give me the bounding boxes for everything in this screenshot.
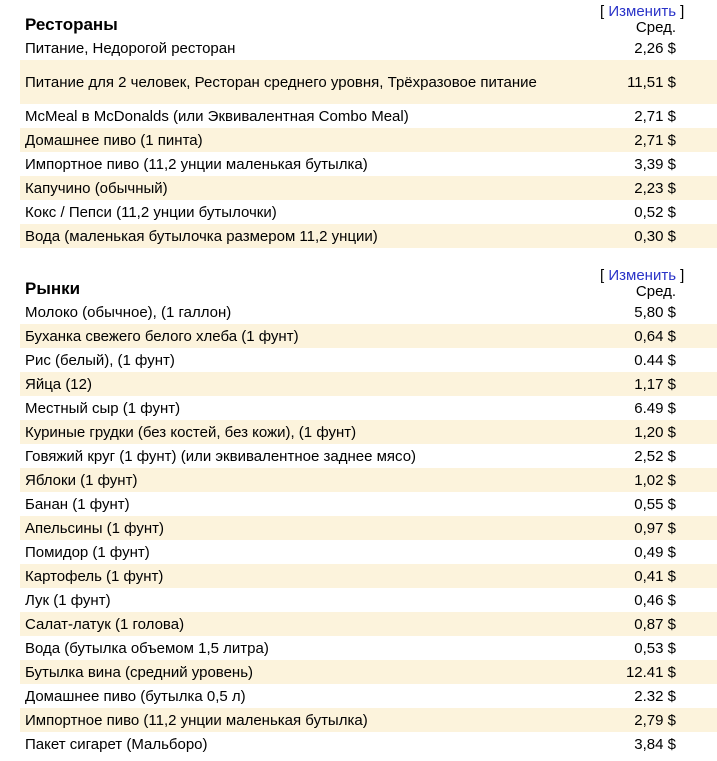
item-price: 2,71 $ bbox=[595, 128, 682, 152]
item-name: Капучино (обычный) bbox=[20, 176, 595, 200]
item-price: 0,97 $ bbox=[595, 516, 682, 540]
item-price: 2,79 $ bbox=[595, 708, 682, 732]
markets-edit-link[interactable]: Изменить bbox=[608, 267, 677, 284]
item-price: 2,23 $ bbox=[595, 176, 682, 200]
restaurants-header-row bbox=[20, 0, 717, 20]
markets-item-row bbox=[20, 348, 717, 372]
restaurants-item-row bbox=[20, 104, 717, 128]
item-name: Импортное пиво (11,2 унции маленькая бутылка) bbox=[20, 708, 595, 732]
markets-item-row bbox=[20, 564, 717, 588]
item-name: Салат-латук (1 голова) bbox=[20, 612, 595, 636]
markets-item-row bbox=[20, 708, 717, 732]
item-name: McMeal в McDonalds (или Эквивалентная Combo Meal) bbox=[25, 107, 409, 125]
markets-item-row bbox=[20, 684, 717, 708]
markets-item-row bbox=[20, 660, 717, 684]
markets-item-row bbox=[20, 588, 717, 612]
markets-item-row bbox=[20, 396, 717, 420]
item-price: 3,39 $ bbox=[634, 155, 676, 173]
markets-item-row bbox=[20, 468, 717, 492]
item-price: 0,55 $ bbox=[634, 495, 676, 513]
restaurants-item-row bbox=[20, 60, 717, 104]
restaurants-table-body bbox=[20, 0, 717, 248]
restaurants-avg-label: Сред. bbox=[635, 19, 676, 36]
restaurants-item-row bbox=[20, 176, 717, 200]
restaurants-item-row bbox=[20, 152, 717, 176]
item-price: 0,46 $ bbox=[634, 591, 676, 609]
item-price: 2,71 $ bbox=[634, 107, 676, 125]
item-name: Импортное пиво (11,2 унции маленькая бутылка) bbox=[25, 155, 368, 173]
markets-item-row bbox=[20, 732, 717, 756]
item-name: Апельсины (1 фунт) bbox=[20, 516, 595, 540]
item-name: Вода (бутылка объемом 1,5 литра) bbox=[25, 639, 269, 657]
markets-item-row bbox=[20, 636, 717, 660]
restaurants-table bbox=[20, 0, 717, 248]
item-name: Местный сыр (1 фунт) bbox=[25, 399, 181, 417]
item-price: 5,80 $ bbox=[634, 303, 676, 321]
markets-item-row bbox=[20, 540, 717, 564]
markets-item-row bbox=[20, 372, 717, 396]
item-price: 0.44 $ bbox=[634, 351, 676, 369]
item-price: 1,17 $ bbox=[595, 372, 682, 396]
markets-item-row bbox=[20, 300, 717, 324]
item-name: Лук (1 фунт) bbox=[25, 591, 111, 609]
item-name: Буханка свежего белого хлеба (1 фунт) bbox=[20, 324, 595, 348]
item-price: 0,30 $ bbox=[595, 224, 682, 248]
item-price: 0,64 $ bbox=[595, 324, 682, 348]
item-name: Рис (белый), (1 фунт) bbox=[25, 351, 175, 369]
markets-item-row bbox=[20, 492, 717, 516]
item-name: Домашнее пиво (бутылка 0,5 л) bbox=[25, 687, 246, 705]
item-name: Банан (1 фунт) bbox=[25, 495, 130, 513]
restaurants-item-row bbox=[20, 224, 717, 248]
item-price: 1,20 $ bbox=[595, 420, 682, 444]
restaurants-edit-link[interactable]: Изменить bbox=[608, 3, 677, 20]
item-name: Помидор (1 фунт) bbox=[25, 543, 150, 561]
item-name: Питание для 2 человек, Ресторан среднего уровня, Трёхразовое питание bbox=[20, 60, 595, 104]
item-price: 12.41 $ bbox=[595, 660, 682, 684]
markets-edit-cell: [ Изменить ] bbox=[600, 267, 685, 284]
item-name: Питание, Недорогой ресторан bbox=[25, 39, 236, 57]
item-price: 6.49 $ bbox=[634, 399, 676, 417]
item-price: 0,52 $ bbox=[634, 203, 676, 221]
markets-title: Рынки bbox=[25, 279, 81, 298]
markets-table bbox=[20, 264, 717, 756]
restaurants-item-row bbox=[20, 36, 717, 60]
item-price: 2.32 $ bbox=[634, 687, 676, 705]
item-name: Говяжий круг (1 фунт) (или эквивалентное заднее мясо) bbox=[25, 447, 417, 465]
item-name: Кокс / Пепси (11,2 унции бутылочки) bbox=[25, 203, 277, 221]
item-name: Картофель (1 фунт) bbox=[20, 564, 595, 588]
item-price: 3,84 $ bbox=[634, 735, 676, 753]
item-price: 0,41 $ bbox=[595, 564, 682, 588]
restaurants-title: Рестораны bbox=[25, 15, 118, 34]
item-name: Домашнее пиво (1 пинта) bbox=[20, 128, 595, 152]
item-name: Молоко (обычное), (1 галлон) bbox=[25, 303, 232, 321]
item-name: Куриные грудки (без костей, без кожи), (1 фунт) bbox=[20, 420, 595, 444]
item-price: 1,02 $ bbox=[595, 468, 682, 492]
item-name: Бутылка вина (средний уровень) bbox=[20, 660, 595, 684]
markets-avg-label: Сред. bbox=[635, 283, 676, 300]
item-price: 0,49 $ bbox=[634, 543, 676, 561]
markets-item-row bbox=[20, 420, 717, 444]
item-price: 0,53 $ bbox=[634, 639, 676, 657]
item-price: 0,87 $ bbox=[595, 612, 682, 636]
markets-item-row bbox=[20, 444, 717, 468]
item-name: Яблоки (1 фунт) bbox=[20, 468, 595, 492]
item-price: 2,52 $ bbox=[634, 447, 676, 465]
item-price: 11,51 $ bbox=[595, 60, 682, 104]
markets-table-body bbox=[20, 264, 717, 756]
markets-item-row bbox=[20, 612, 717, 636]
markets-item-row bbox=[20, 324, 717, 348]
restaurants-item-row bbox=[20, 200, 717, 224]
item-price: 2,26 $ bbox=[634, 39, 676, 57]
restaurants-edit-cell: [ Изменить ] bbox=[600, 3, 685, 20]
restaurants-item-row bbox=[20, 128, 717, 152]
markets-header-row bbox=[20, 264, 717, 284]
item-name: Яйца (12) bbox=[20, 372, 595, 396]
item-name: Пакет сигарет (Мальборо) bbox=[25, 735, 208, 753]
item-name: Вода (маленькая бутылочка размером 11,2 унции) bbox=[20, 224, 595, 248]
markets-item-row bbox=[20, 516, 717, 540]
